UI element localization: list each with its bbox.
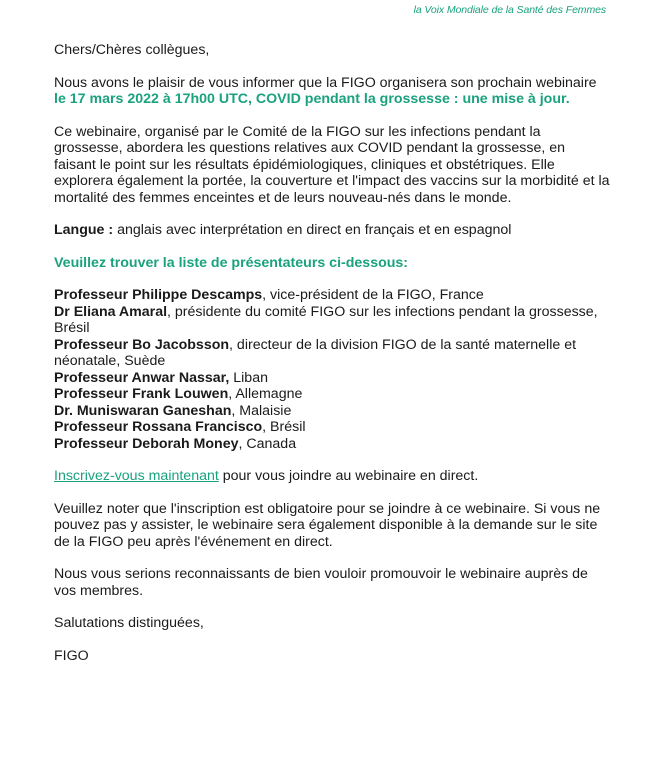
presenters-list [54,287,610,452]
presenter-item [54,403,610,420]
presenter-role: , Malaisie [231,402,292,419]
presenter-name: Professeur Deborah Money [54,435,239,452]
presenter-name: Professeur Philippe Descamps [54,287,263,303]
intro-paragraph [54,75,610,108]
presenter-item [54,370,610,387]
register-link[interactable]: Inscrivez-vous maintenant [54,468,219,484]
presenter-role: , présidente du comité FIGO sur les infections pendant la grossesse, Brésil [54,303,598,336]
promote-paragraph: Nous vous serions reconnaissants de bien vouloir promouvoir le webinaire auprès de vos membres. [54,566,588,599]
presenter-role: Liban [229,369,268,386]
presenter-name: Professeur Anwar Nassar, [54,369,230,386]
description-paragraph: Ce webinaire, organisé par le Comité de la FIGO sur les infections pendant la grossesse, abordera les questions relatives aux COVID pendant la grossesse, en faisant le point sur les résultats épidémiologiques, cliniques et obstétriques. Elle explorera également la portée, la couverture et l'impact des vaccins sur la morbidité et la mortalité des femmes enceintes et de leurs nouveau-nés dans le monde. [54,123,610,206]
intro-text: Nous avons le plaisir de vous informer que la FIGO organisera son prochain webinaire [54,74,597,91]
presenter-name: Dr Eliana Amaral [54,303,168,320]
presenter-item [54,337,610,370]
presenter-item [54,419,610,436]
presenter-role: , directeur de la division FIGO de la santé maternelle et néonatale, Suède [54,336,577,369]
intro-highlight: le 17 mars 2022 à 17h00 UTC, COVID pendant la grossesse : une mise à jour. [54,91,570,107]
presenter-role: , Canada [238,435,297,452]
presenter-role: , vice-président de la FIGO, France [262,287,484,303]
presenter-item [54,386,610,403]
presenter-item [54,287,610,304]
presenter-name: Professeur Bo Jacobsson [54,336,230,353]
header-tagline: la Voix Mondiale de la Santé des Femmes [413,4,606,16]
language-label: Langue : [54,222,114,238]
register-paragraph [54,468,610,485]
presenter-item [54,304,610,337]
presenter-name: Dr. Muniswaran Ganeshan [54,402,232,419]
register-text: pour vous joindre au webinaire en direct. [218,468,479,484]
closing: Salutations distinguées, [54,615,204,631]
presenter-name: Professeur Frank Louwen [54,386,229,402]
language-line [54,222,610,239]
letter-body [54,42,610,680]
note-paragraph: Veuillez noter que l'inscription est obligatoire pour se joindre à ce webinaire. Si vous ne pouvez pas y assister, le webinaire sera également disponible à la demande sur le site de la FIGO peu après l'événement en direct. [54,500,601,550]
language-value: anglais avec interprétation en direct en français et en espagnol [113,222,512,238]
presenters-heading: Veuillez trouver la liste de présentateurs ci-dessous: [54,254,409,271]
presenter-role: , Brésil [262,419,306,435]
signature: FIGO [54,647,89,664]
greeting: Chers/Chères collègues, [54,42,210,58]
presenter-name: Professeur Rossana Francisco [54,419,263,435]
presenter-role: , Allemagne [228,386,303,402]
presenter-item [54,436,610,453]
